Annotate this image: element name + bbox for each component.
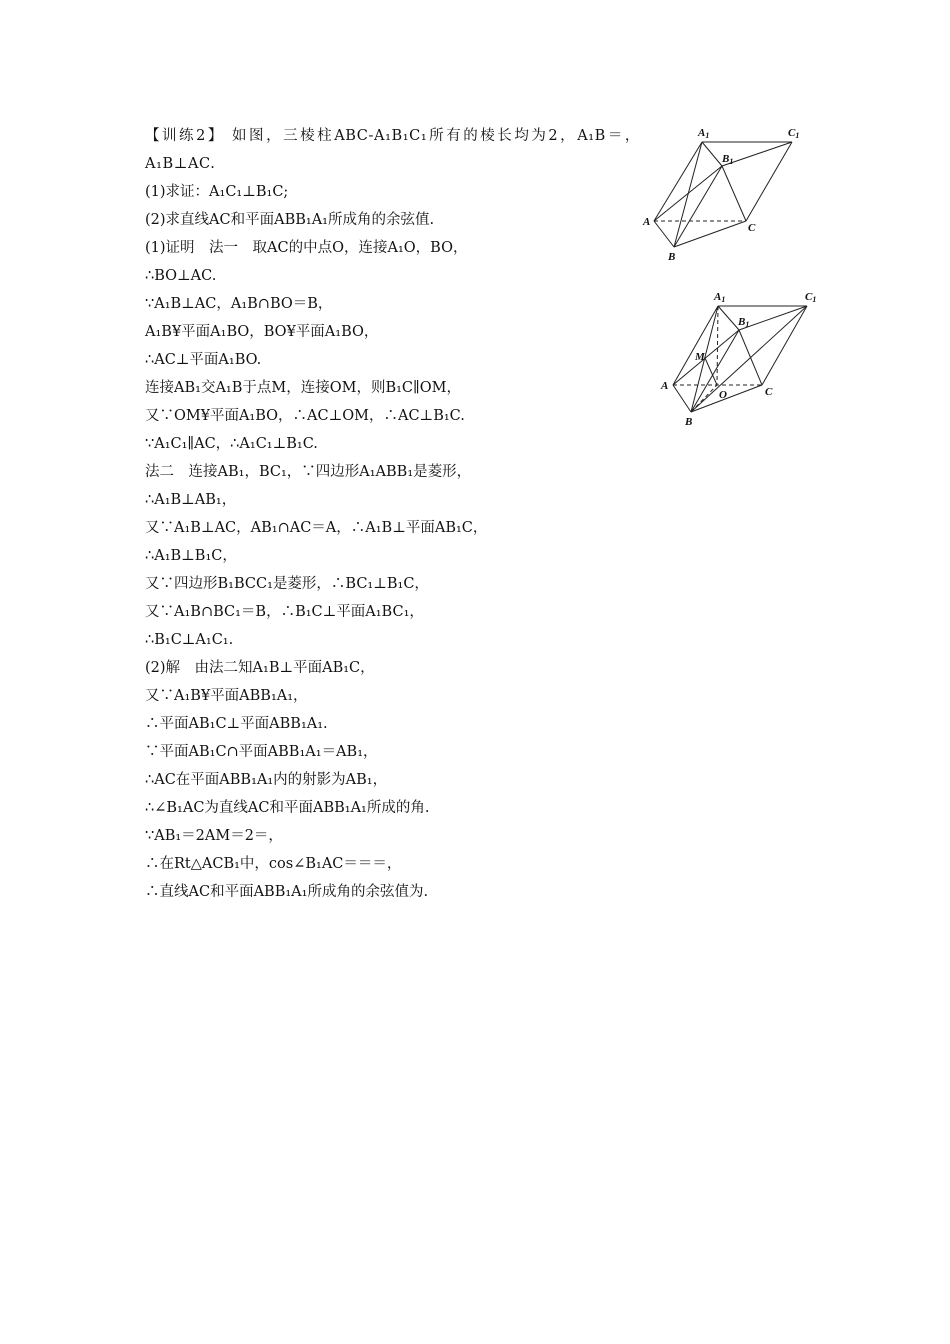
label-m: M [695,351,705,363]
solution-line: ∵A₁B⊥AC，A₁B∩BO＝B， [145,296,333,312]
solution-line: A₁B¥平面A₁BO，BO¥平面A₁BO， [145,324,379,340]
solution-line: ∵AB₁＝2AM＝2＝， [145,828,283,844]
solution-line: ∴平面AB₁C⊥平面ABB₁A₁. [145,716,328,732]
label-a: A [661,380,669,392]
solution-line: ∵A₁C₁∥AC，∴A₁C₁⊥B₁C. [145,436,318,452]
solution-line: ∴在Rt△ACB₁中，cos∠B₁AC＝＝＝， [145,856,402,872]
problem-question-1: (1)求证：A₁C₁⊥B₁C; [145,184,289,200]
solution-line: (2)解 由法二知A₁B⊥平面AB₁C， [145,660,375,676]
label-b: B [668,251,676,263]
label-b: B [685,416,693,428]
label-c: C [748,222,756,234]
solution-line: ∴B₁C⊥A₁C₁. [145,632,234,648]
label-a1: A1 [698,127,710,140]
solution-line: 又∵A₁B⊥AC，AB₁∩AC＝A，∴A₁B⊥平面AB₁C， [145,520,488,536]
solution-line: 连接AB₁交A₁B于点M，连接OM，则B₁C∥OM， [145,380,461,396]
solution-line: ∴AC⊥平面A₁BO. [145,352,262,368]
solution-line: 又∵OM¥平面A₁BO，∴AC⊥OM，∴AC⊥B₁C. [145,408,465,424]
prism-figure-2 [655,288,830,433]
solution-line: ∴AC在平面ABB₁A₁内的射影为AB₁， [145,772,388,788]
solution-line: (1)证明 法一 取AC的中点O，连接A₁O，BO， [145,240,468,256]
solution-line: ∵平面AB₁C∩平面ABB₁A₁＝AB₁， [145,744,378,760]
solution-line: 又∵A₁B∩BC₁＝B，∴B₁C⊥平面A₁BC₁， [145,604,424,620]
label-c: C [765,386,773,398]
prism-figure-1 [640,120,815,270]
document-body [145,122,640,906]
solution [145,234,640,906]
solution-line: ∴A₁B⊥AB₁， [145,492,237,508]
solution-line: ∴直线AC和平面ABB₁A₁所成角的余弦值为. [145,884,429,900]
problem-question-2: (2)求直线AC和平面ABB₁A₁所成角的余弦值. [145,212,435,228]
label-o: O [719,389,727,401]
label-a1: A1 [714,291,726,304]
solution-line: ∴A₁B⊥B₁C， [145,548,237,564]
label-c1: C1 [805,291,817,304]
label-a: A [643,216,651,228]
label-b1: B1 [722,153,734,166]
solution-line: 又∵A₁B¥平面ABB₁A₁， [145,688,308,704]
solution-line: 又∵四边形B₁BCC₁是菱形，∴BC₁⊥B₁C， [145,576,429,592]
problem-intro: 【训练2】 如图，三棱柱ABC-A₁B₁C₁所有的棱长均为2，A₁B＝，A₁B⊥AC. [145,128,640,172]
solution-line: 法二 连接AB₁，BC₁，∵四边形A₁ABB₁是菱形， [145,464,472,480]
label-b1: B1 [738,316,750,329]
solution-line: ∴BO⊥AC. [145,268,217,284]
solution-line: ∴∠B₁AC为直线AC和平面ABB₁A₁所成的角. [145,800,430,816]
label-c1: C1 [788,127,800,140]
